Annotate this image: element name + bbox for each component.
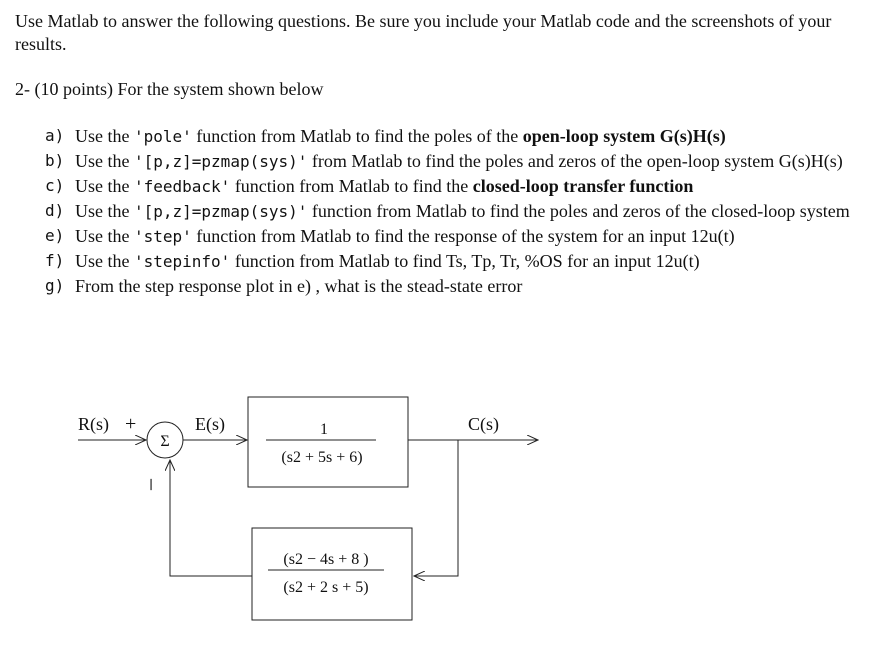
- item-text: function from Matlab to find the poles and zeros of the closed-loop system: [307, 201, 850, 221]
- item-text: Use the: [75, 176, 134, 196]
- forward-block: [248, 397, 408, 487]
- sum-icon: Σ: [160, 433, 170, 450]
- input-label: R(s): [78, 414, 109, 434]
- item-code: '[p,z]=pzmap(sys)': [133, 152, 308, 171]
- item-text: From the step response plot in e) , what is the stead-state error: [75, 276, 523, 296]
- item-text: Use the: [75, 151, 134, 171]
- item-text: Use the: [75, 201, 134, 221]
- item-text: Use the: [75, 251, 134, 271]
- item-code: 'step': [133, 227, 192, 246]
- feedback-takeoff: [414, 440, 458, 576]
- item-code: 'stepinfo': [133, 252, 231, 271]
- output-label: C(s): [468, 414, 499, 434]
- item-label: d): [45, 201, 65, 220]
- item-code: 'pole': [133, 127, 192, 146]
- error-label: E(s): [195, 414, 225, 434]
- item-text: function from Matlab to find the: [230, 176, 473, 196]
- item-label: g): [45, 276, 65, 295]
- item-label: c): [45, 176, 65, 195]
- feedback-block: [252, 528, 412, 620]
- forward-denominator: (s2 + 5s + 6): [281, 449, 363, 466]
- feedback-return: [170, 460, 252, 576]
- item-code: '[p,z]=pzmap(sys)': [133, 202, 308, 221]
- item-label: f): [45, 251, 65, 270]
- minus-sign: –: [141, 479, 166, 490]
- item-text: function from Matlab to find the poles of the: [191, 126, 523, 146]
- item-label: e): [45, 226, 65, 245]
- item-code: 'feedback': [133, 177, 231, 196]
- item-text: Use the: [75, 126, 134, 146]
- feedback-numerator: (s2 − 4s + 8 ): [283, 551, 369, 568]
- forward-numerator: 1: [320, 421, 328, 438]
- plus-sign: +: [125, 413, 137, 435]
- feedback-denominator: (s2 + 2 s + 5): [283, 579, 369, 596]
- item-text: Use the: [75, 226, 134, 246]
- item-label: b): [45, 151, 65, 170]
- item-text: function from Matlab to find the response of the system for an input 12u(t): [191, 226, 735, 246]
- item-bold: open-loop system G(s)H(s): [522, 126, 726, 146]
- question-heading: 2- (10 points) For the system shown below: [15, 79, 324, 99]
- item-text: from Matlab to find the poles and zeros of the open-loop system G(s)H(s): [307, 151, 843, 171]
- intro-text: Use Matlab to answer the following questions. Be sure you include your Matlab code and the screenshots of your results.: [15, 11, 832, 54]
- item-bold: closed-loop transfer function: [472, 176, 694, 196]
- item-label: a): [45, 126, 65, 145]
- item-text: function from Matlab to find Ts, Tp, Tr, %OS for an input 12u(t): [230, 251, 700, 271]
